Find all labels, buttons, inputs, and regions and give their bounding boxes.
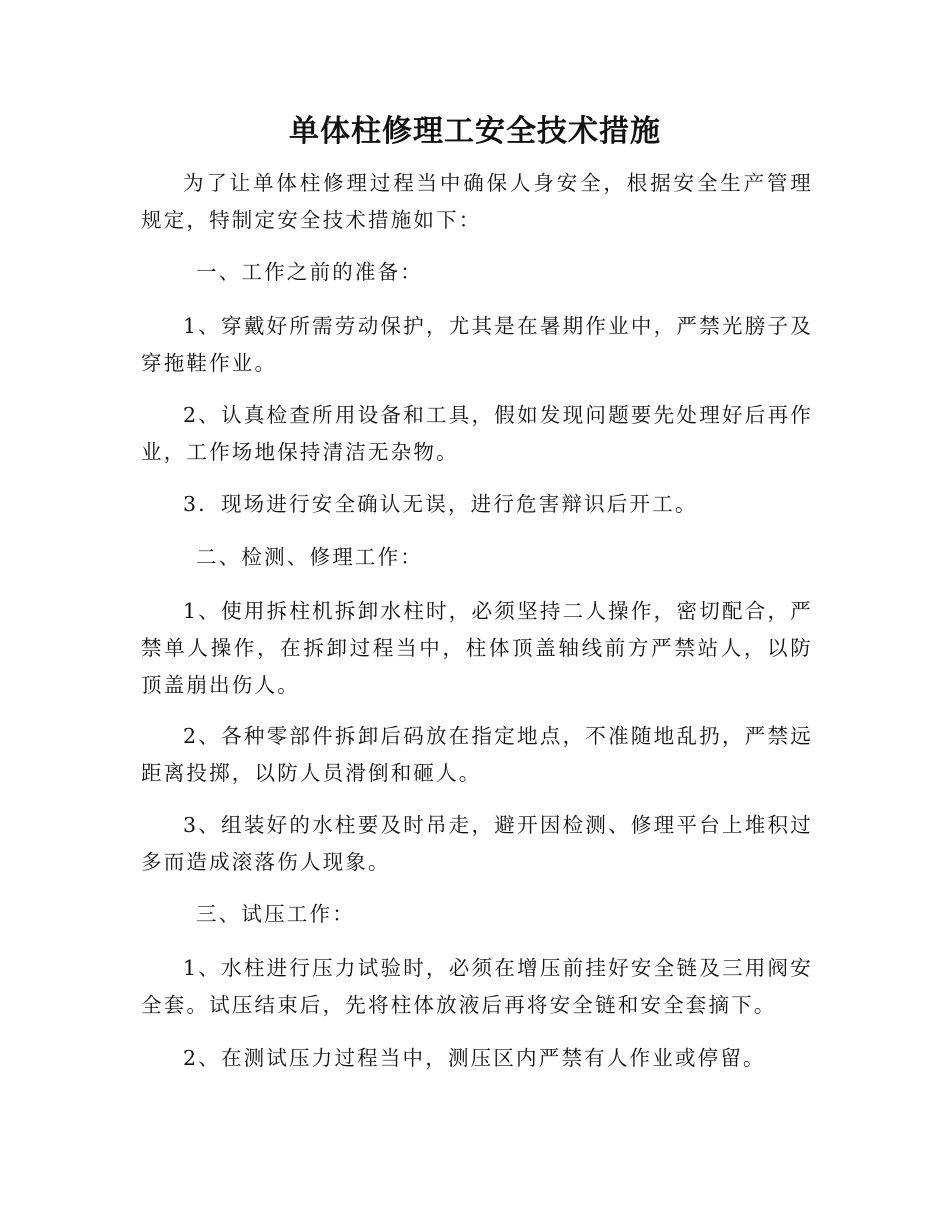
section-heading-repair: 二、检测、修理工作： (196, 545, 423, 569)
paragraph-prep-item-1: 1、穿戴好所需劳动保护，尤其是在暑期作业中，严禁光膀子及穿拖鞋作业。 (141, 314, 813, 375)
paragraph-repair-item-2: 2、各种零部件拆卸后码放在指定地点，不准随地乱扔，严禁远距离投掷，以防人员滑倒和砸人。 (141, 724, 813, 785)
section-heading-pressure-test: 三、试压工作： (196, 902, 355, 926)
paragraph-test-item-2: 2、在测试压力过程当中，测压区内严禁有人作业或停留。 (183, 1046, 766, 1070)
intro-paragraph: 为了让单体柱修理过程当中确保人身安全，根据安全生产管理规定，特制定安全技术措施如下： (141, 171, 813, 232)
paragraph-repair-item-1: 1、使用拆柱机拆卸水柱时，必须坚持二人操作，密切配合，严禁单人操作，在拆卸过程当中，柱体顶盖轴线前方严禁站人，以防顶盖崩出伤人。 (141, 599, 813, 697)
section-heading-preparation: 一、工作之前的准备： (196, 260, 423, 284)
paragraph-prep-item-3: 3．现场进行安全确认无误，进行危害辩识后开工。 (183, 492, 698, 516)
paragraph-test-item-1: 1、水柱进行压力试验时，必须在增压前挂好安全链及三用阀安全套。试压结束后，先将柱体放液后再将安全链和安全套摘下。 (141, 956, 813, 1017)
paragraph-prep-item-2: 2、认真检查所用设备和工具，假如发现问题要先处理好后再作业，工作场地保持清洁无杂物。 (141, 403, 813, 464)
paragraph-repair-item-3: 3、组装好的水柱要及时吊走，避开因检测、修理平台上堆积过多而造成滚落伤人现象。 (141, 813, 813, 874)
document-title: 单体柱修理工安全技术措施 (289, 114, 661, 149)
